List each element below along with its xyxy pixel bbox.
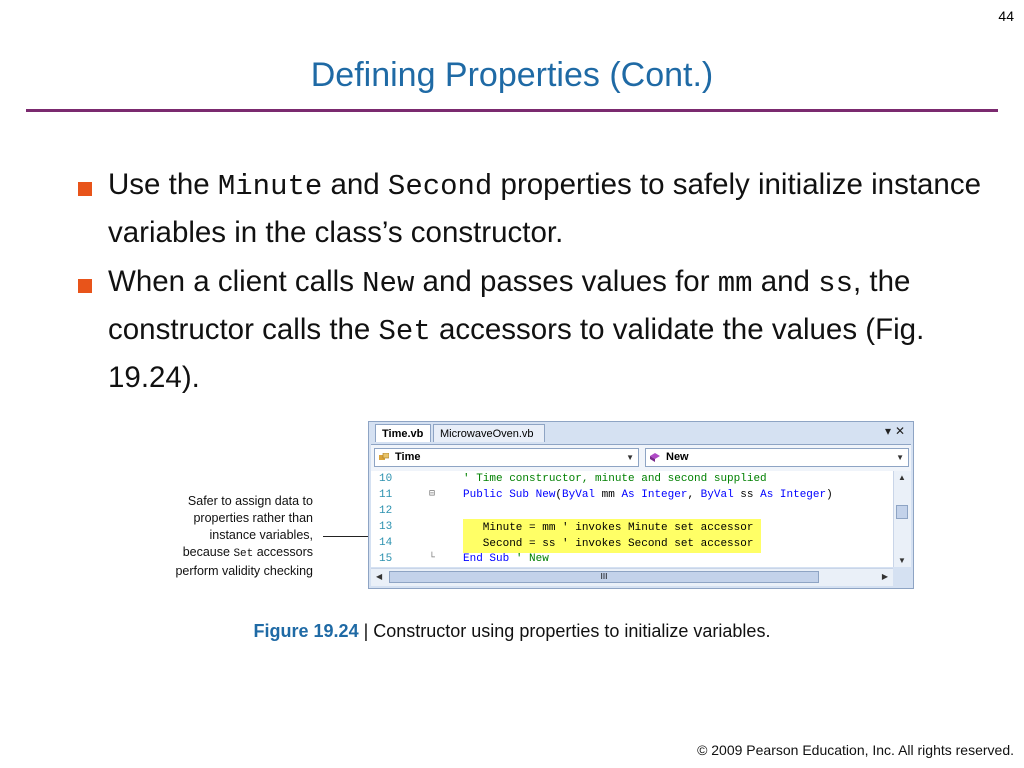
- callout-code: Set: [233, 548, 254, 560]
- callout-line: properties rather than: [193, 511, 313, 525]
- bullet-square-icon: [78, 279, 92, 293]
- class-icon: [379, 453, 389, 462]
- title-divider: [26, 109, 998, 112]
- scroll-thumb[interactable]: III: [389, 571, 819, 583]
- navigation-bar: [371, 444, 911, 471]
- code-token: Public Sub New: [463, 489, 556, 501]
- bullet-text: and: [752, 265, 819, 298]
- code-line: [371, 551, 893, 567]
- horizontal-scrollbar[interactable]: [371, 568, 893, 586]
- method-name-dropdown[interactable]: [645, 448, 909, 467]
- callout-line: perform validity checking: [175, 564, 313, 578]
- bullet-text: When a client calls: [108, 265, 363, 298]
- code-term: mm: [717, 267, 753, 300]
- code-term: New: [362, 267, 415, 300]
- code-token: Minute = mm ' invokes Minute set accessor: [463, 522, 754, 534]
- scroll-right-icon[interactable]: ▶: [881, 572, 888, 581]
- caption-text: | Constructor using properties to initialize variables.: [358, 621, 771, 641]
- code-token: End Sub: [463, 553, 510, 565]
- code-line: [371, 503, 893, 519]
- vertical-scrollbar[interactable]: [893, 471, 911, 567]
- code-token: Second = ss ' invokes Second set accessor: [463, 538, 754, 550]
- chevron-down-icon: ▼: [896, 453, 904, 462]
- bullet-text: and passes values for: [414, 265, 718, 298]
- code-term: Second: [387, 170, 493, 203]
- tab-microwaveoven-vb[interactable]: MicrowaveOven.vb: [433, 424, 545, 442]
- code-token: As Integer: [621, 489, 688, 501]
- bullet-text: accessors to validate the values (Fig. 19.24).: [108, 313, 925, 394]
- fold-marker-icon: └: [429, 553, 436, 564]
- code-line: [371, 487, 893, 503]
- slide-number: 44: [998, 8, 1014, 24]
- code-term: Minute: [217, 170, 323, 203]
- code-token: ): [826, 489, 833, 501]
- copyright-footer: © 2009 Pearson Education, Inc. All rights reserved.: [697, 742, 1014, 758]
- code-text: [463, 487, 833, 503]
- line-number: 14: [379, 537, 393, 549]
- bullet-item: [74, 162, 1014, 256]
- scroll-thumb[interactable]: [896, 505, 908, 519]
- method-icon: [650, 453, 660, 462]
- code-text: [463, 551, 549, 567]
- code-term: Set: [378, 315, 431, 348]
- code-text: [463, 471, 767, 487]
- scroll-up-icon[interactable]: ▲: [898, 473, 906, 482]
- callout-note: [140, 493, 313, 580]
- slide-title: Defining Properties (Cont.): [310, 56, 714, 94]
- callout-line: [140, 544, 313, 563]
- bullet-item: [74, 259, 1014, 401]
- tab-time-vb[interactable]: Time.vb: [375, 424, 431, 442]
- code-token: As Integer: [760, 489, 827, 501]
- line-number: 13: [379, 521, 393, 533]
- callout-text: accessors: [253, 545, 313, 559]
- class-name-dropdown[interactable]: [374, 448, 639, 467]
- code-token: (: [555, 489, 563, 501]
- callout-text: because: [182, 545, 234, 559]
- figure-caption: [0, 621, 1024, 642]
- method-name-value: New: [666, 451, 689, 463]
- bullet-text: properties to safely initialize instance variables in the class’s constructor.: [108, 168, 981, 249]
- code-editor-window: [368, 421, 914, 589]
- code-token: ByVal: [700, 489, 734, 501]
- figure-label: Figure 19.24: [253, 621, 359, 641]
- scroll-left-icon[interactable]: ◀: [376, 572, 383, 581]
- line-number: 10: [379, 473, 393, 485]
- code-line: [371, 471, 893, 487]
- line-number: 15: [379, 553, 393, 565]
- bullet-square-icon: [78, 182, 92, 196]
- code-line: [371, 535, 893, 551]
- line-number: 11: [379, 489, 393, 501]
- code-line: [371, 519, 893, 535]
- callout-line: Safer to assign data to: [187, 494, 313, 508]
- line-number: 12: [379, 505, 393, 517]
- chevron-down-icon: ▼: [626, 453, 634, 462]
- code-token: ' New: [509, 553, 549, 565]
- code-token: ByVal: [562, 489, 596, 501]
- callout-line: instance variables,: [209, 528, 313, 542]
- fold-marker-icon[interactable]: ⊟: [429, 489, 436, 500]
- bullet-text: and: [322, 168, 388, 201]
- close-icon[interactable]: ✕: [894, 424, 905, 438]
- code-token: ,: [687, 489, 701, 501]
- bullet-list: [74, 162, 1014, 404]
- code-token: ' Time constructor, minute and second supplied: [463, 473, 767, 485]
- code-term: ss: [818, 267, 853, 300]
- code-area[interactable]: [371, 471, 893, 567]
- chevron-down-icon[interactable]: ▾: [884, 424, 891, 438]
- bullet-text: , the constructor calls the: [108, 265, 911, 346]
- code-token: mm: [595, 489, 622, 501]
- code-token: ss: [733, 489, 761, 501]
- class-name-value: Time: [395, 451, 421, 463]
- bullet-text: Use the: [108, 168, 218, 201]
- scroll-down-icon[interactable]: ▼: [898, 556, 906, 565]
